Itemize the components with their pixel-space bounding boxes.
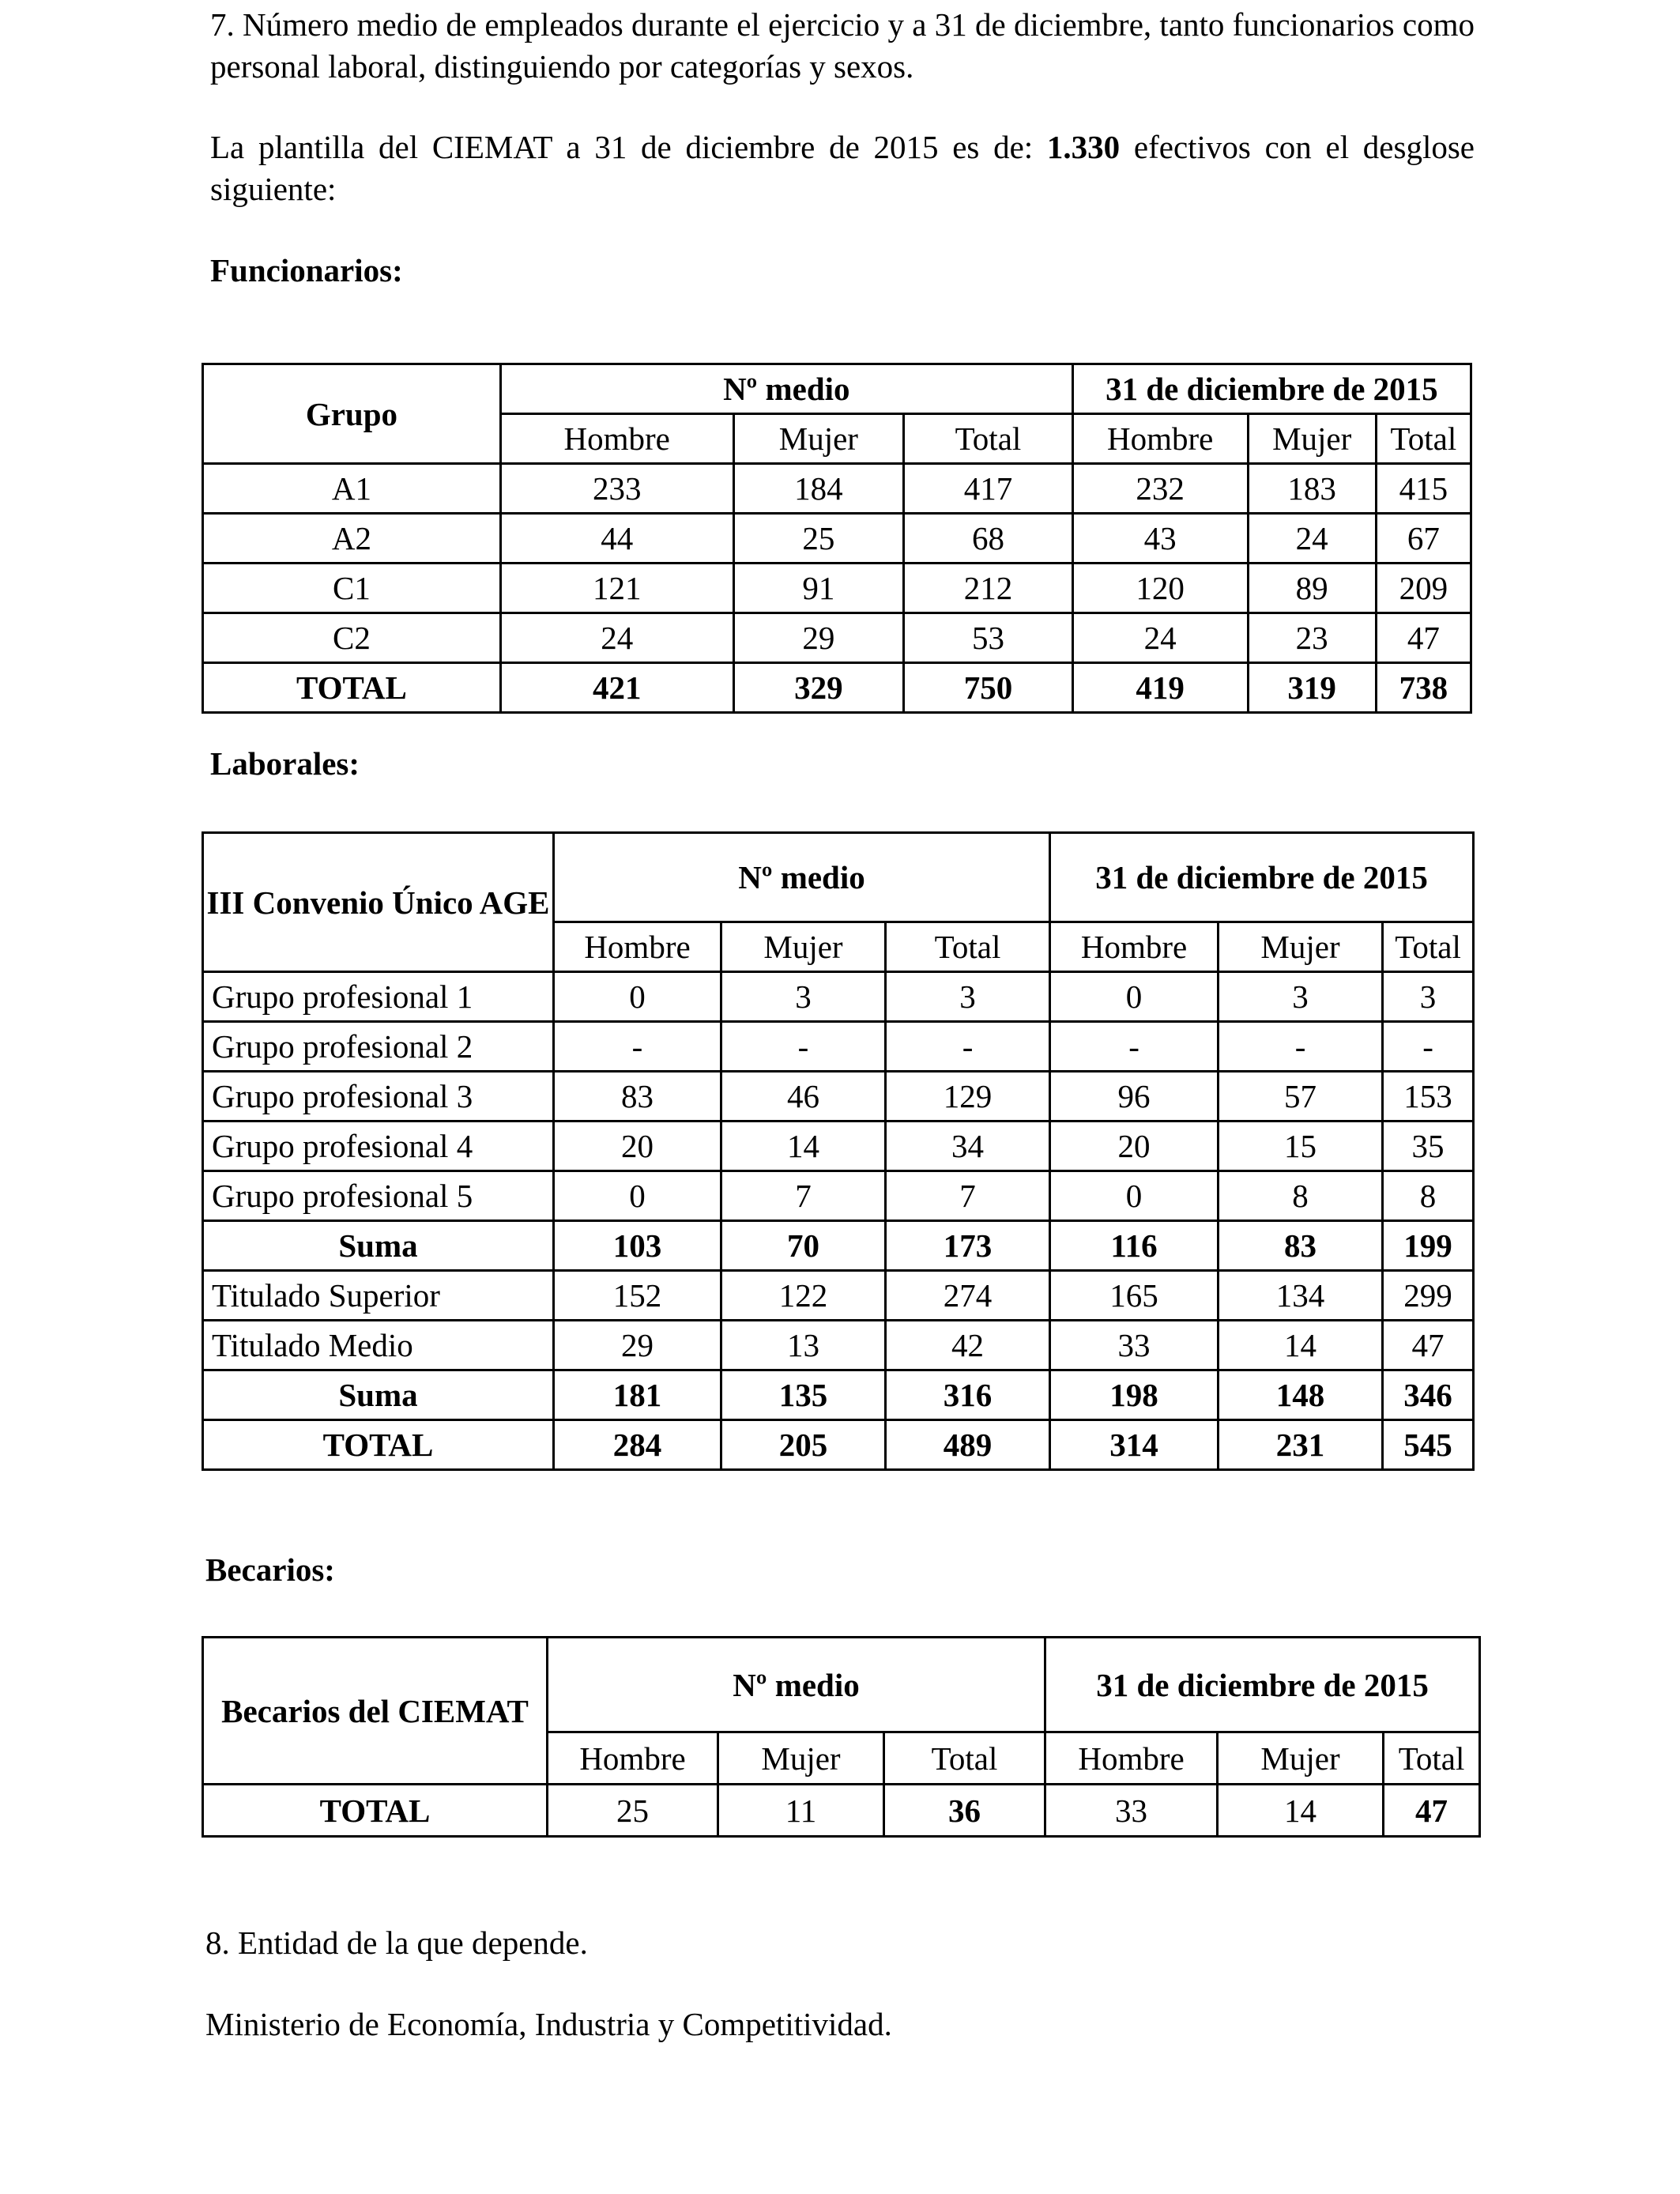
table-cell: - — [1383, 1022, 1474, 1072]
total-cell: 284 — [554, 1420, 721, 1470]
table-cell: - — [886, 1022, 1050, 1072]
total-row — [203, 1785, 1480, 1837]
ministerio-paragraph: Ministerio de Economía, Industria y Competitividad. — [205, 2006, 892, 2042]
subtotal-cell: 198 — [1050, 1370, 1219, 1420]
total-cell: 750 — [904, 663, 1073, 713]
plantilla-text-before: La plantilla del CIEMAT a 31 de diciembre de 2015 es de: — [210, 129, 1047, 165]
subheader-cell: Total — [904, 414, 1073, 464]
medio-header: Nº medio — [548, 1638, 1045, 1732]
subtotal-cell: 70 — [721, 1221, 886, 1271]
table-cell: 44 — [500, 514, 733, 564]
total-cell: 329 — [733, 663, 904, 713]
table-cell: 20 — [554, 1122, 721, 1171]
table-cell: - — [721, 1022, 886, 1072]
subtotal-cell: 135 — [721, 1370, 886, 1420]
subheader-cell: Hombre — [1045, 1732, 1218, 1785]
table-cell: 233 — [500, 464, 733, 514]
plantilla-total-number: 1.330 — [1046, 129, 1121, 165]
table-cell: 43 — [1072, 514, 1248, 564]
row-label: C2 — [203, 613, 501, 663]
table-cell: 42 — [886, 1321, 1050, 1370]
becarios-table — [202, 1636, 1481, 1838]
table-row — [203, 1321, 1474, 1370]
subheader-cell: Hombre — [1072, 414, 1248, 464]
table-cell: 34 — [886, 1122, 1050, 1171]
table-cell: 47 — [1376, 613, 1471, 663]
total-label: TOTAL — [203, 1785, 548, 1837]
table-row — [203, 613, 1471, 663]
total-cell: 47 — [1384, 1785, 1480, 1837]
plantilla-text-after: efectivos con el desglose siguiente: — [210, 129, 1475, 207]
table-cell: 152 — [554, 1271, 721, 1321]
table-cell: 7 — [886, 1171, 1050, 1221]
table-cell: 415 — [1376, 464, 1471, 514]
table-cell: 53 — [904, 613, 1073, 663]
table-cell: 68 — [904, 514, 1073, 564]
row-label: A2 — [203, 514, 501, 564]
subheader-cell: Total — [1376, 414, 1471, 464]
table-cell: 46 — [721, 1072, 886, 1122]
table-cell: 29 — [733, 613, 904, 663]
row-label: Grupo profesional 4 — [203, 1122, 554, 1171]
table-cell: 47 — [1383, 1321, 1474, 1370]
subheader-cell: Total — [1384, 1732, 1480, 1785]
table-cell: 83 — [554, 1072, 721, 1122]
group-header: Grupo — [203, 364, 501, 464]
subheader-cell: Mujer — [1218, 1732, 1384, 1785]
table-cell: 33 — [1050, 1321, 1219, 1370]
total-cell: 419 — [1072, 663, 1248, 713]
table-cell: 24 — [1248, 514, 1376, 564]
table-row — [203, 1122, 1474, 1171]
group-header: III Convenio Único AGE — [203, 833, 554, 972]
total-cell: 205 — [721, 1420, 886, 1470]
total-cell: 489 — [886, 1420, 1050, 1470]
december-header: 31 de diciembre de 2015 — [1045, 1638, 1480, 1732]
table-cell: 274 — [886, 1271, 1050, 1321]
table-cell: 120 — [1072, 564, 1248, 613]
laborales-table — [202, 831, 1475, 1471]
row-label: Grupo profesional 1 — [203, 972, 554, 1022]
subheader-cell: Total — [886, 922, 1050, 972]
subtotal-cell: 83 — [1219, 1221, 1383, 1271]
table-cell: 299 — [1383, 1271, 1474, 1321]
row-label: C1 — [203, 564, 501, 613]
subtotal-cell: 316 — [886, 1370, 1050, 1420]
table-cell: 3 — [1219, 972, 1383, 1022]
table-cell: 0 — [1050, 1171, 1219, 1221]
row-label: Grupo profesional 3 — [203, 1072, 554, 1122]
table-cell: 67 — [1376, 514, 1471, 564]
subheader-cell: Mujer — [718, 1732, 884, 1785]
december-header: 31 de diciembre de 2015 — [1050, 833, 1474, 922]
table-cell: 122 — [721, 1271, 886, 1321]
table-cell: 20 — [1050, 1122, 1219, 1171]
table-cell: 15 — [1219, 1122, 1383, 1171]
total-cell: 33 — [1045, 1785, 1218, 1837]
table-cell: - — [1219, 1022, 1383, 1072]
subtotal-cell: 103 — [554, 1221, 721, 1271]
total-row — [203, 1420, 1474, 1470]
december-header: 31 de diciembre de 2015 — [1072, 364, 1471, 414]
table-cell: 183 — [1248, 464, 1376, 514]
subheader-cell: Hombre — [548, 1732, 718, 1785]
group-header: Becarios del CIEMAT — [203, 1638, 548, 1785]
table-cell: 23 — [1248, 613, 1376, 663]
subtotal-cell: 148 — [1219, 1370, 1383, 1420]
table-cell: 8 — [1383, 1171, 1474, 1221]
subtotal-cell: 181 — [554, 1370, 721, 1420]
table-cell: 7 — [721, 1171, 886, 1221]
table-cell: 25 — [733, 514, 904, 564]
table-row — [203, 1072, 1474, 1122]
medio-header: Nº medio — [500, 364, 1072, 414]
table-cell: 165 — [1050, 1271, 1219, 1321]
total-label: TOTAL — [203, 663, 501, 713]
table-cell: 14 — [721, 1122, 886, 1171]
table-row — [203, 464, 1471, 514]
total-cell: 421 — [500, 663, 733, 713]
total-cell: 545 — [1383, 1420, 1474, 1470]
table-header-row — [203, 364, 1471, 414]
table-cell: 0 — [554, 1171, 721, 1221]
table-cell: 153 — [1383, 1072, 1474, 1122]
table-cell: 29 — [554, 1321, 721, 1370]
funcionarios-heading: Funcionarios: — [210, 252, 403, 288]
becarios-heading: Becarios: — [205, 1551, 335, 1588]
table-cell: 14 — [1219, 1321, 1383, 1370]
subheader-cell: Mujer — [1248, 414, 1376, 464]
table-row — [203, 1271, 1474, 1321]
subheader-cell: Mujer — [1219, 922, 1383, 972]
table-row — [203, 1171, 1474, 1221]
table-cell: 184 — [733, 464, 904, 514]
table-cell: 232 — [1072, 464, 1248, 514]
table-cell: 24 — [500, 613, 733, 663]
table-header-row — [203, 1638, 1480, 1732]
subheader-cell: Hombre — [1050, 922, 1219, 972]
table-cell: 3 — [721, 972, 886, 1022]
table-row — [203, 1022, 1474, 1072]
total-cell: 11 — [718, 1785, 884, 1837]
subtotal-label: Suma — [203, 1370, 554, 1420]
total-row — [203, 663, 1471, 713]
table-cell: 57 — [1219, 1072, 1383, 1122]
table-row — [203, 514, 1471, 564]
subheader-cell: Mujer — [721, 922, 886, 972]
subheader-cell: Hombre — [500, 414, 733, 464]
subtotal-label: Suma — [203, 1221, 554, 1271]
table-row — [203, 564, 1471, 613]
subtotal-cell: 199 — [1383, 1221, 1474, 1271]
funcionarios-table — [202, 363, 1472, 714]
row-label: Titulado Medio — [203, 1321, 554, 1370]
table-cell: 91 — [733, 564, 904, 613]
table-cell: 121 — [500, 564, 733, 613]
subtotal-cell: 346 — [1383, 1370, 1474, 1420]
total-cell: 36 — [884, 1785, 1045, 1837]
table-cell: 417 — [904, 464, 1073, 514]
item-8-paragraph: 8. Entidad de la que depende. — [205, 1924, 588, 1961]
table-cell: 129 — [886, 1072, 1050, 1122]
subtotal-cell: 173 — [886, 1221, 1050, 1271]
table-cell: 35 — [1383, 1122, 1474, 1171]
row-label: Grupo profesional 5 — [203, 1171, 554, 1221]
table-cell: - — [554, 1022, 721, 1072]
table-row — [203, 972, 1474, 1022]
table-cell: 8 — [1219, 1171, 1383, 1221]
subtotal-row — [203, 1370, 1474, 1420]
item-7-paragraph: 7. Número medio de empleados durante el ejercicio y a 31 de diciembre, tanto funcionarios como personal laboral, distinguiendo por categorías y sexos. — [210, 6, 1475, 85]
table-cell: 0 — [554, 972, 721, 1022]
table-cell: - — [1050, 1022, 1219, 1072]
total-cell: 14 — [1218, 1785, 1384, 1837]
table-cell: 24 — [1072, 613, 1248, 663]
table-cell: 0 — [1050, 972, 1219, 1022]
row-label: A1 — [203, 464, 501, 514]
total-cell: 314 — [1050, 1420, 1219, 1470]
subheader-cell: Total — [1383, 922, 1474, 972]
subheader-cell: Mujer — [733, 414, 904, 464]
total-cell: 319 — [1248, 663, 1376, 713]
total-cell: 738 — [1376, 663, 1471, 713]
table-cell: 3 — [886, 972, 1050, 1022]
table-cell: 89 — [1248, 564, 1376, 613]
subheader-cell: Total — [884, 1732, 1045, 1785]
table-cell: 209 — [1376, 564, 1471, 613]
subtotal-row — [203, 1221, 1474, 1271]
subheader-cell: Hombre — [554, 922, 721, 972]
row-label: Titulado Superior — [203, 1271, 554, 1321]
table-cell: 212 — [904, 564, 1073, 613]
table-header-row — [203, 833, 1474, 922]
row-label: Grupo profesional 2 — [203, 1022, 554, 1072]
table-cell: 96 — [1050, 1072, 1219, 1122]
total-cell: 25 — [548, 1785, 718, 1837]
table-cell: 3 — [1383, 972, 1474, 1022]
plantilla-paragraph — [210, 126, 1475, 210]
table-cell: 134 — [1219, 1271, 1383, 1321]
total-label: TOTAL — [203, 1420, 554, 1470]
total-cell: 231 — [1219, 1420, 1383, 1470]
subtotal-cell: 116 — [1050, 1221, 1219, 1271]
laborales-heading: Laborales: — [210, 745, 360, 782]
table-cell: 13 — [721, 1321, 886, 1370]
medio-header: Nº medio — [554, 833, 1050, 922]
